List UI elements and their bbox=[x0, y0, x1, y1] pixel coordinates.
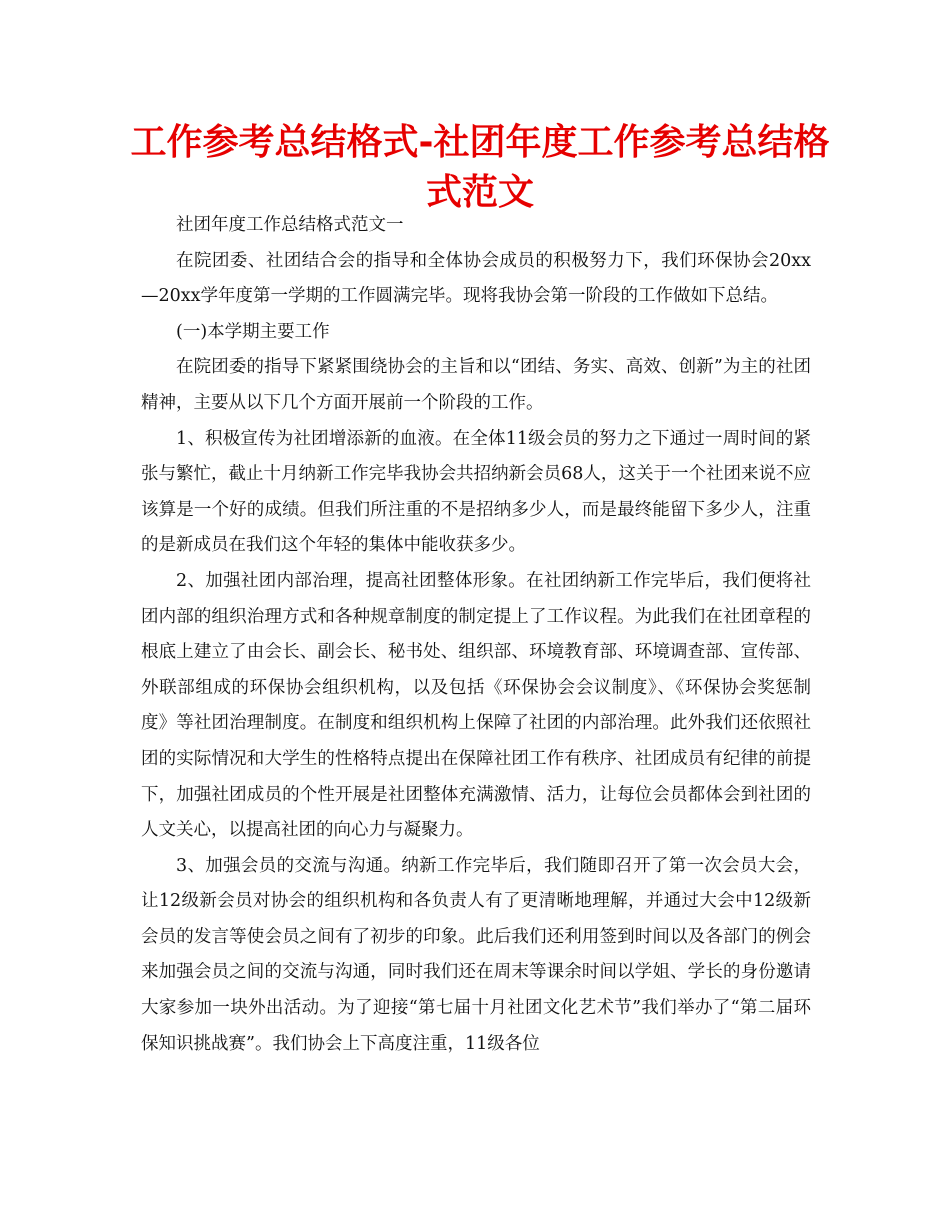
paragraph-section-heading: (一)本学期主要工作 bbox=[176, 321, 330, 342]
paragraph-subtitle: 社团年度工作总结格式范文一 bbox=[176, 215, 404, 235]
paragraph-item-2: 2、加强社团内部治理，提高社团整体形象。在社团纳新工作完毕后，我们便将社团内部的组织治理方式和各种规章制度的制定提上了工作议程。为此我们在社团章程的根底上建立了由会长、副会长、秘书处、组织部、环境教育部、环境调查部、宣传部、外联部组成的环保协会组织机构，以及包括《环保协会会议制度》、《环保协会奖惩制度》等社团治理制度。在制度和组织机构上保障了社团的内部治理。此外我们还依照社团的实际情况和大学生的性格特点提出在保障社团工作有秩序、社团成员有纪律的前提下，加强社团成员的个性开展是社团整体充满激情、活力，让每位会员都体会到社团的人文关心，以提高社团的向心力与凝聚力。 bbox=[141, 570, 811, 841]
paragraph-item-3: 3、加强会员的交流与沟通。纳新工作完毕后，我们随即召开了第一次会员大会，让12级新会员对协会的组织机构和各负责人有了更清晰地理解，并通过大会中12级新会员的发言等使会员之间有了初步的印象。此后我们还利用签到时间以及各部门的例会来加强会员之间的交流与沟通，同时我们还在周末等课余时间以学姐、学长的身份邀请大家参加一块外出活动。为了迎接“第七届十月社团文化艺术节”我们举办了“第二届环保知识挑战赛”。我们协会上下高度注重，11级各位 bbox=[141, 855, 811, 1054]
document-body bbox=[141, 208, 811, 1062]
paragraph-intro: 在院团委、社团结合会的指导和全体协会成员的积极努力下，我们环保协会20xx—20xx学年度第一学期的工作圆满完毕。现将我协会第一阶段的工作做如下总结。 bbox=[141, 250, 811, 307]
document-title: 工作参考总结格式-社团年度工作参考总结格式范文 bbox=[130, 122, 830, 213]
paragraph-item-1: 1、积极宣传为社团增添新的血液。在全体11级会员的努力之下通过一周时间的紧张与繁忙，截止十月纳新工作完毕我协会共招纳新会员68人，这关于一个社团来说不应该算是一个好的成绩。但我们所注重的不是招纳多少人，而是最终能留下多少人，注重的是新成员在我们这个年轻的集体中能收获多少。 bbox=[141, 428, 811, 556]
paragraph-guidance: 在院团委的指导下紧紧围绕协会的主旨和以“团结、务实、高效、创新”为主的社团精神，主要从以下几个方面开展前一个阶段的工作。 bbox=[141, 357, 811, 413]
